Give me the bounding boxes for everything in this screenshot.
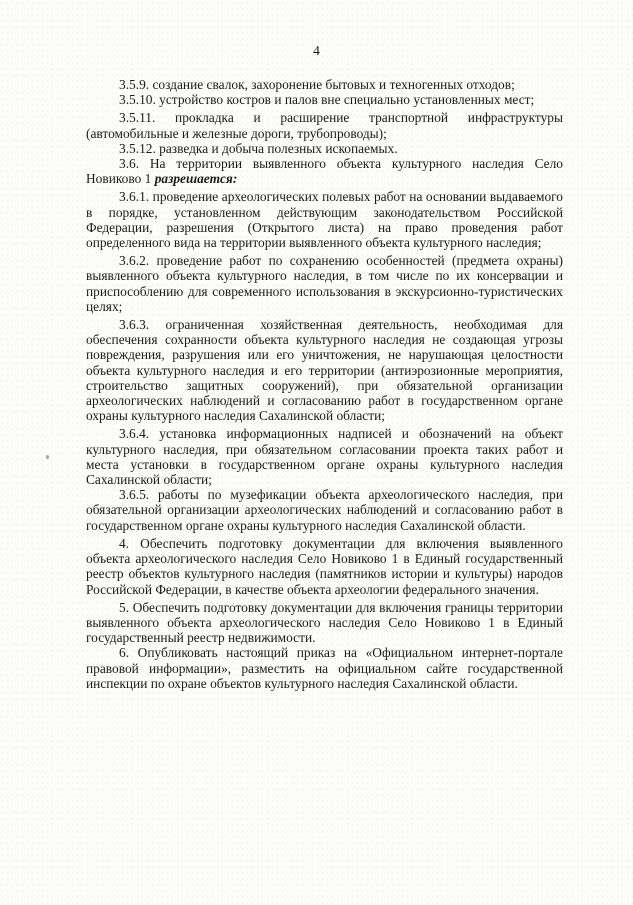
paragraph-5: 5. Обеспечить подготовку документации для включения границы территории выявленного объекта археологического наследия Село Новиково 1 в Единый государственный реестр недвижимости.: [86, 599, 563, 646]
paragraph-3-6-5: 3.6.5. работы по музефикации объекта археологического наследия, при обязательной организации археологических наблюдений и согласованию работ в государственном органе охраны культурного наследия Сахалинской области.: [86, 487, 563, 533]
scan-speck: [46, 455, 49, 459]
paragraph-3-5-9: 3.5.9. создание свалок, захоронение бытовых и техногенных отходов;: [119, 77, 515, 92]
paragraph-3-5-11: 3.5.11. прокладка и расширение транспортной инфраструктуры (автомобильные и железные дороги, трубопроводы);: [86, 110, 563, 141]
paragraph-6: 6. Опубликовать настоящий приказ на «Официальном интернет-портале правовой информации», разместить на официальном сайте государственной инспекции по охране объектов культурного наследия Сахалинской области.: [86, 645, 563, 691]
page-number: 4: [313, 43, 320, 58]
paragraph-4: 4. Обеспечить подготовку документации для включения выявленного объекта археологического наследия Село Новиково 1 в Единый государственный реестр объектов культурного наследия (памятников истории и культуры) народов Российской Федерации, в качестве объекта археологии федерального значения.: [86, 535, 563, 597]
document-body: [86, 77, 563, 691]
paragraph-3-6-emphasis: разрешается:: [154, 171, 238, 187]
paragraph-3-6: [86, 156, 563, 186]
paragraph-3-5-10: 3.5.10. устройство костров и палов вне специально установленных мест;: [119, 92, 535, 108]
paragraph-3-6-text: 3.6. На территории выявленного объекта культурного наследия Село Новиково 1: [86, 156, 563, 187]
paragraph-3-6-3: 3.6.3. ограниченная хозяйственная деятельность, необходимая для обеспечения сохранности объекта культурного наследия не создающая угрозы повреждения, разрушения или его уничтожения, не нарушающая целостности объекта культурного наследия и его территории (антиэрозионные мероприятия, строительство защитных сооружений), при обязательной организации археологических наблюдений и согласованию работ в государственном органе охраны культурного наследия Сахалинской области;: [86, 317, 563, 424]
paragraph-3-6-2: 3.6.2. проведение работ по сохранению особенностей (предмета охраны) выявленного объекта культурного наследия, в том числе по их консервации и приспособлению для современного использования в экскурсионно-туристических целях;: [86, 253, 563, 314]
paragraph-3-6-4: 3.6.4. установка информационных надписей и обозначений на объект культурного наследия, при обязательном согласовании проекта таких работ и места установки в государственном органе охраны культурного наследия Сахалинской области;: [86, 426, 563, 488]
paragraph-3-5-12: 3.5.12. разведка и добыча полезных ископаемых.: [119, 140, 398, 156]
paragraph-3-6-1: 3.6.1. проведение археологических полевых работ на основании выдаваемого в порядке, установленном действующим законодательством Российской Федерации, разрешения (Открытого листа) на право проведения работ определенного вида на территории выявленного объекта культурного наследия;: [86, 189, 563, 251]
